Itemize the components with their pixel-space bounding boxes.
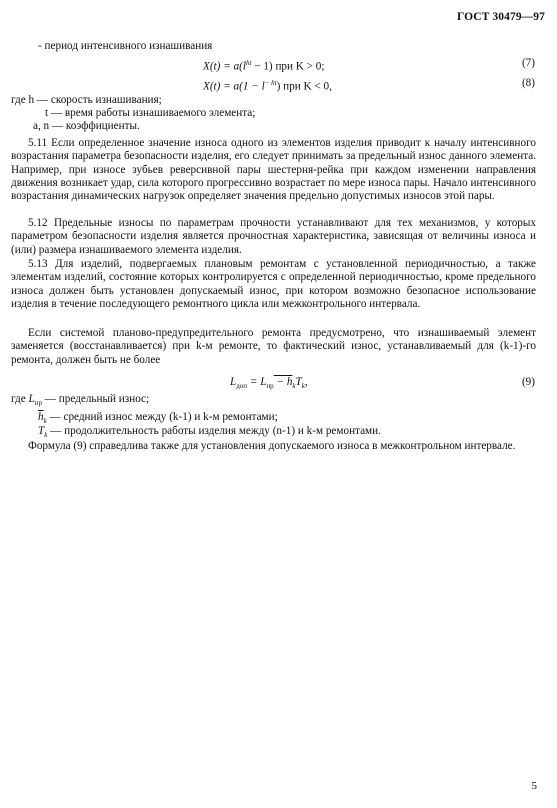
- equation-9: $L_{доп} = L_{пр} - h_kT_k$,: [230, 376, 308, 391]
- definition-h-k: $\overline{h}_k$ — средний износ между (k-1) и k-м ремонтами;: [38, 411, 278, 426]
- doc-header-code: ГОСТ 30479—97: [456, 11, 545, 23]
- definition-T-k: $T_k$ — продолжительность работы изделия между (n-1) и k-м ремонтами.: [38, 425, 381, 440]
- paragraph-formula-9-note: Формула (9) справедлива также для установления допускаемого износа в межконтрольном интервале.: [28, 440, 516, 452]
- paragraph-planned-repair: Если системой планово-предупредительного ремонта предусмотрено, что изнашиваемый элемент заменяется (восстанавливается) при k-м ремонте, то фактический износ, устанавливаемый для (k-1)-го ремонта, должен быть не более: [11, 327, 536, 366]
- definition-t: t — время работы изнашиваемого элемента;: [45, 107, 256, 119]
- page-number: 5: [531, 780, 537, 792]
- equation-8: $X(t) = a(1 - l^{- ht})$ при K < 0,: [203, 79, 332, 93]
- equation-9-number: (9): [521, 376, 535, 388]
- definition-a-n: a, n — коэффициенты.: [33, 120, 140, 132]
- paragraph-5-11: 5.11 Если определенное значение износа одного из элементов изделия приводит к началу интенсивного возрастания параметра безопасности изделия, его следует принимать за предельный износ данного элемента. Например, при износе зубьев реверсивной пары шестерня-рейка при каждом изменении направления движения возникает удар, сила которого прогрессивно возрастает по мере износа пары. Начало интенсивного возрастания динамических нагрузок определяет значения предельно допустимых износов этой пары.: [11, 137, 536, 203]
- paragraph-5-12: 5.12 Предельные износы по параметрам прочности устанавливают для тех механизмов, у которых параметром безопасности изделия является прочностная характеристика, зависящая от величины износа и (или) размера изнашиваемого элемента изделия.: [11, 217, 536, 256]
- intro-line: - период интенсивного изнашивания: [38, 40, 213, 52]
- equation-7: $X(t) = a(l^{ht} - 1)$ при K > 0;: [203, 59, 325, 73]
- definition-L-pr: где $L_{пр}$ — предельный износ;: [11, 393, 150, 408]
- paragraph-5-13: 5.13 Для изделий, подвергаемых плановым ремонтам с установленной периодичностью, а также элементам изделий, состояние которых контролируется с определенной периодичностью, кроме предельного износа должен быть установлен допускаемый износ, при котором возможно безопасное использование изделия в течение последующего ремонтного цикла или межконтрольного интервала.: [11, 258, 536, 310]
- equation-8-number: (8): [521, 77, 535, 89]
- equation-7-number: (7): [521, 57, 535, 69]
- definition-h: где h — скорость изнашивания;: [11, 94, 162, 106]
